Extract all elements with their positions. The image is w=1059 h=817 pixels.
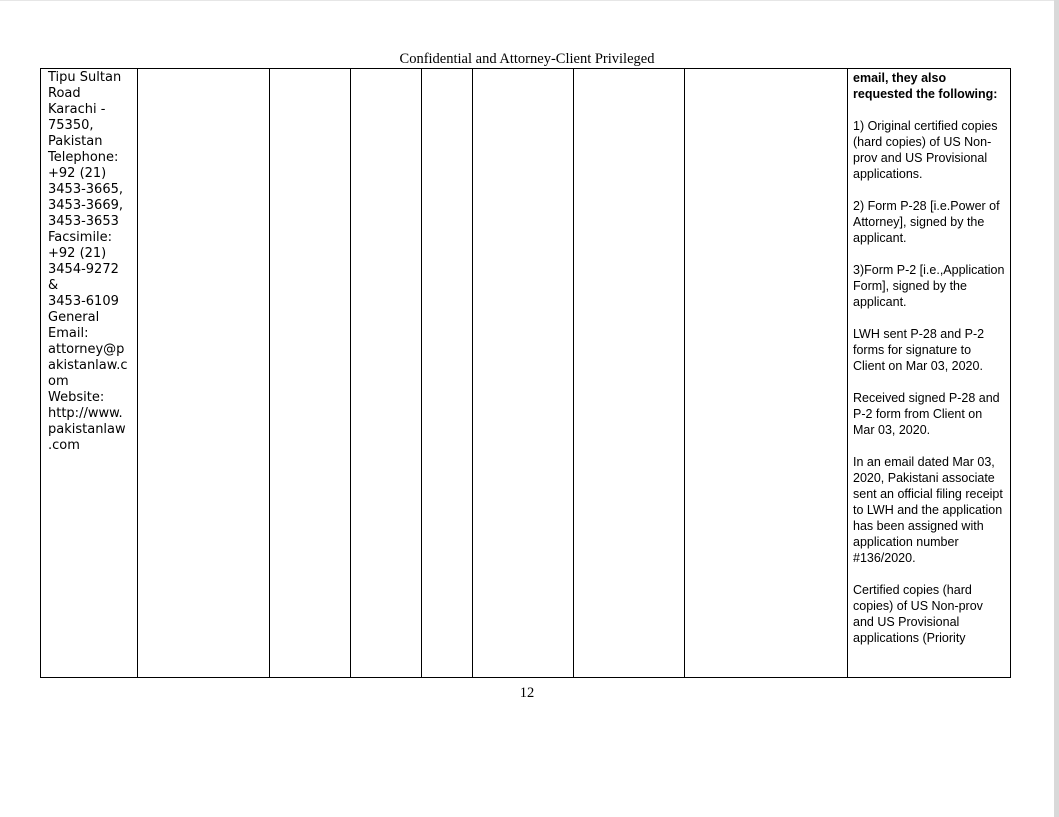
empty-cell — [351, 69, 422, 678]
address-line: 75350, — [48, 118, 94, 133]
address-line: 3453-3653 — [48, 214, 119, 229]
address-line: +92 (21) — [48, 166, 107, 181]
notes-paragraphs — [853, 118, 1006, 646]
page-right-edge — [1054, 0, 1059, 817]
address-line: Pakistan — [48, 134, 103, 149]
note-paragraph: In an email dated Mar 03, 2020, Pakistani associate sent an official filing receipt to LWH and the application has been assigned with application number #136/2020. — [853, 455, 1003, 565]
note-paragraph: 1) Original certified copies (hard copies) of US Non-prov and US Provisional applications. — [853, 119, 998, 181]
note-paragraph: 3)Form P-2 [i.e.,Application Form], signed by the applicant. — [853, 263, 1005, 309]
notes-intro: email, they also requested the following: — [853, 71, 998, 101]
empty-cell — [473, 69, 574, 678]
address-line: Email: — [48, 326, 89, 341]
address-line: http://www. — [48, 406, 123, 421]
empty-cell — [270, 69, 351, 678]
page-top-edge — [0, 0, 1054, 1]
address-line: 3453-6109 — [48, 294, 119, 309]
note-paragraph: Certified copies (hard copies) of US Non-prov and US Provisional applications (Priority — [853, 583, 983, 645]
address-line: 3453-3665, — [48, 182, 123, 197]
address-line: Tipu Sultan — [48, 70, 122, 85]
address-line: Telephone: — [48, 150, 119, 165]
address-line: attorney@p — [48, 342, 125, 357]
note-paragraph: LWH sent P-28 and P-2 forms for signature to Client on Mar 03, 2020. — [853, 327, 985, 373]
address-line: Karachi - — [48, 102, 106, 117]
page-header: Confidential and Attorney-Client Privileged — [399, 51, 655, 67]
empty-cell — [574, 69, 685, 678]
empty-cell — [138, 69, 270, 678]
empty-cell — [422, 69, 473, 678]
address-line: & — [48, 278, 59, 293]
note-paragraph: 2) Form P-28 [i.e.Power of Attorney], signed by the applicant. — [853, 199, 1000, 245]
notes-cell — [848, 69, 1011, 678]
address-line: .com — [48, 438, 80, 453]
address-line: +92 (21) — [48, 246, 107, 261]
address-line: 3453-3669, — [48, 198, 123, 213]
address-line: om — [48, 374, 69, 389]
address-line: 3454-9272 — [48, 262, 119, 277]
address-line: Facsimile: — [48, 230, 113, 245]
status-table — [40, 68, 1011, 678]
page-number: 12 — [519, 685, 535, 701]
address-line: pakistanlaw — [48, 422, 126, 437]
address-cell — [41, 69, 138, 678]
empty-cell — [685, 69, 848, 678]
address-line: akistanlaw.c — [48, 358, 128, 373]
address-line: Road — [48, 86, 81, 101]
note-paragraph: Received signed P-28 and P-2 form from Client on Mar 03, 2020. — [853, 391, 1000, 437]
address-line: Website: — [48, 390, 105, 405]
address-line: General — [48, 310, 100, 325]
table-row — [41, 69, 1011, 678]
address-block — [48, 70, 137, 454]
